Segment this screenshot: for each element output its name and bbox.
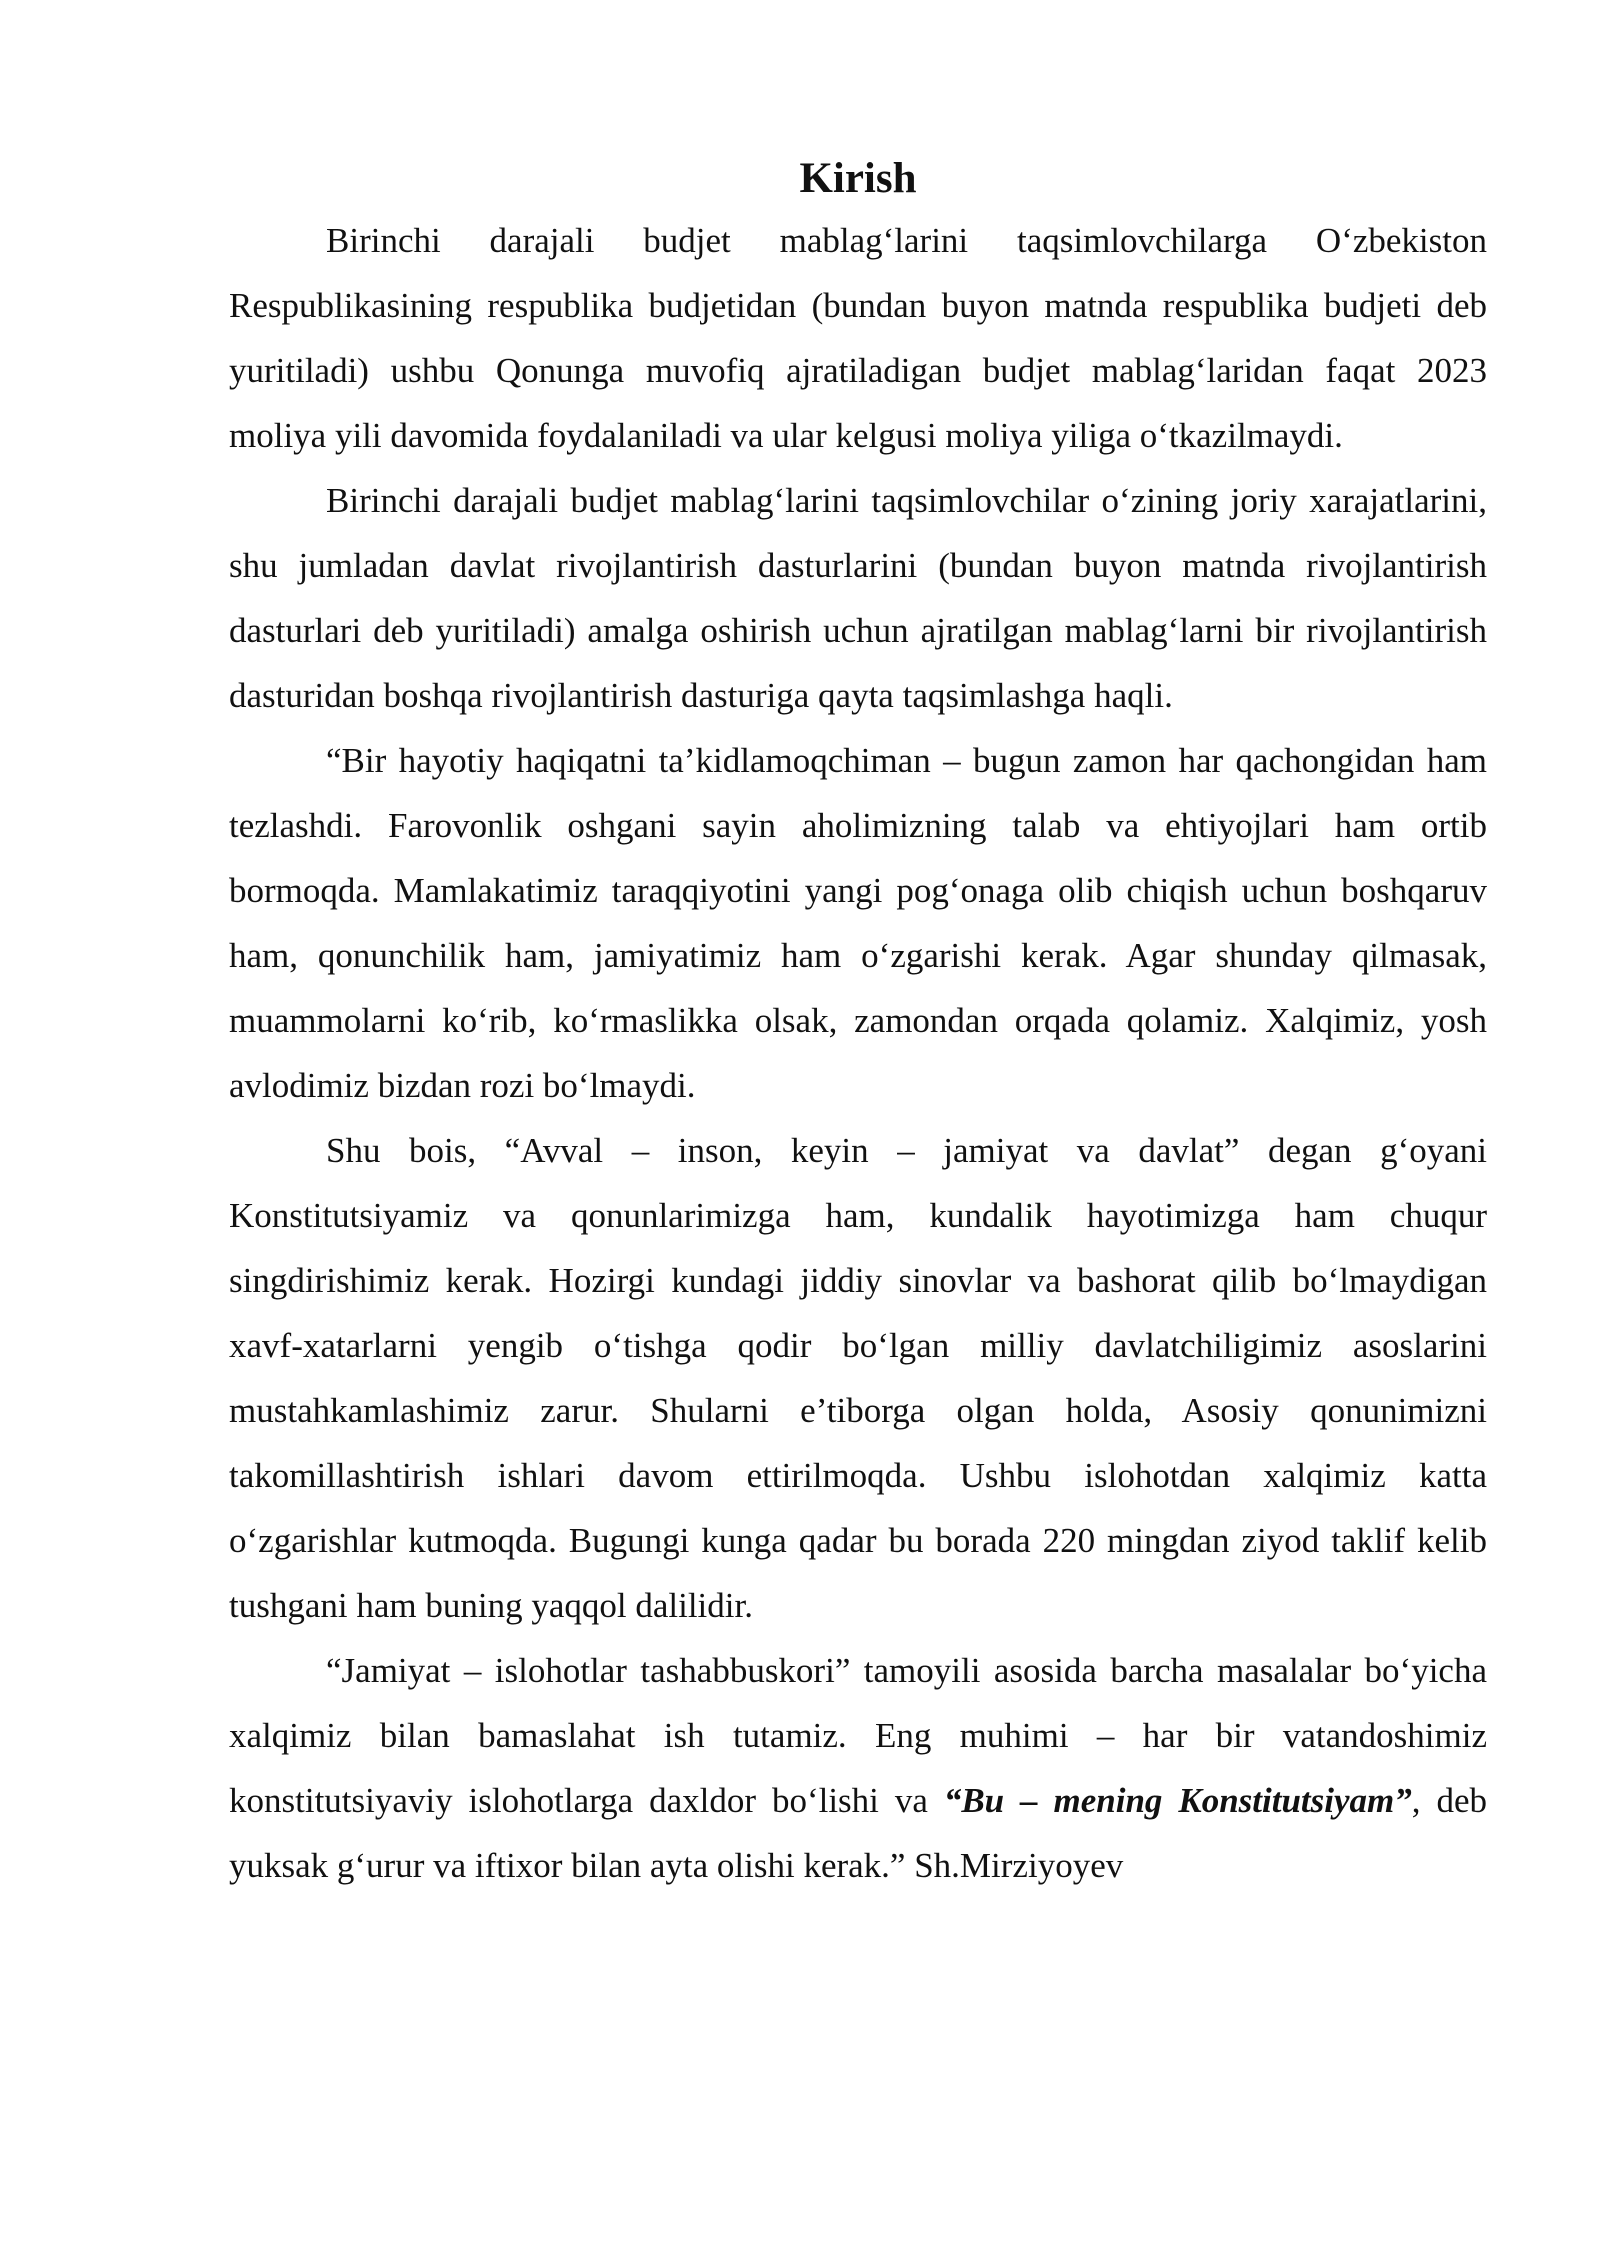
- page-title: Kirish: [799, 155, 917, 202]
- paragraph-closing-quote: [229, 1638, 1487, 1898]
- paragraph-quote-reform: “Bir hayotiy haqiqatni ta’kidlamoqchiman – bugun zamon har qachongidan ham tezlashdi. Farovonlik oshgani sayin aholimizning talab va ehtiyojlari ham ortib bormoqda. Mamlakatimiz taraqqiyotini yangi pog‘onaga olib chiqish uchun boshqaruv ham, qonunchilik ham, jamiyatimiz ham o‘zgarishi kerak. Agar shunday qilmasak, muammolarni ko‘rib, ko‘rmaslikka olsak, zamondan orqada qolamiz. Xalqimiz, yosh avlodimiz bizdan rozi bo‘lmaydi.: [229, 741, 1487, 1105]
- paragraph-constitution: Shu bois, “Avval – inson, keyin – jamiyat va davlat” degan g‘oyani Konstitutsiyamiz va qonunlarimizga ham, kundalik hayotimizga ham chuqur singdirishimiz kerak. Hozirgi kundagi jiddiy sinovlar va bashorat qilib bo‘lmaydigan xavf-xatarlarni yengib o‘tishga qodir bo‘lgan milliy davlatchiligimiz asoslarini mustahkamlashimiz zarur. Shularni e’tiborga olgan holda, Asosiy qonunimizni takomillashtirish ishlari davom ettirilmoqda. Ushbu islohotdan xalqimiz katta o‘zgarishlar kutmoqda. Bugungi kunga qadar bu borada 220 mingdan ziyod taklif kelib tushgani ham buning yaqqol dalilidir.: [229, 1131, 1487, 1625]
- closing-quote-text: “Jamiyat – islohotlar tashabbuskori” tamoyili asosida barcha masalalar bo‘yicha xalqimiz bilan bamaslahat ish tutamiz. Eng muhimi – har bir vatandoshimiz konstitutsiyaviy islohotlarga daxldor bo‘lishi va: [229, 1651, 1487, 1820]
- emphasis-phrase: “Bu – mening Konstitutsiyam”: [943, 1781, 1412, 1820]
- paragraph-budget-allocation: Birinchi darajali budjet mablag‘larini taqsimlovchilarga O‘zbekiston Respublikasining respublika budjetidan (bundan buyon matnda respublika budjeti deb yuritiladi) ushbu Qonunga muvofiq ajratiladigan budjet mablag‘laridan faqat 2023 moliya yili davomida foydalaniladi va ular kelgusi moliya yiliga o‘tkazilmaydi.: [229, 221, 1487, 455]
- closing-quote-attribution: , deb yuksak g‘urur va iftixor bilan ayta olishi kerak.” Sh.Mirziyoyev: [229, 1781, 1487, 1885]
- paragraph-redistribution: Birinchi darajali budjet mablag‘larini taqsimlovchilar o‘zining joriy xarajatlarini, shu jumladan davlat rivojlantirish dasturlarini (bundan buyon matnda rivojlantirish dasturlari deb yuritiladi) amalga oshirish uchun ajratilgan mablag‘larni bir rivojlantirish dasturidan boshqa rivojlantirish dasturiga qayta taqsimlashga haqli.: [229, 481, 1487, 715]
- document-body: [229, 150, 1487, 1898]
